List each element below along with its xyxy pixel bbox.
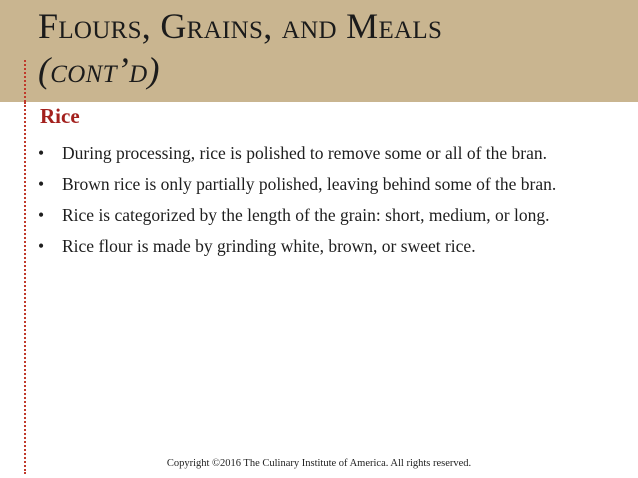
dotted-rule	[24, 102, 26, 474]
bullet-item	[32, 142, 612, 164]
bullet-text: During processing, rice is polished to remove some or all of the bran.	[62, 143, 548, 163]
bullet-item	[32, 204, 612, 226]
bullet-text: Rice flour is made by grinding white, brown, or sweet rice.	[62, 236, 476, 256]
bullet-icon: •	[38, 143, 45, 163]
bullet-icon: •	[38, 205, 45, 225]
section-subtitle: Rice	[40, 104, 80, 128]
slide-title	[38, 4, 598, 92]
bullet-item	[32, 235, 612, 257]
bullet-text: Rice is categorized by the length of the grain: short, medium, or long.	[62, 205, 550, 225]
bullet-item	[32, 173, 612, 195]
bullet-list	[32, 142, 612, 266]
bullet-text: Brown rice is only partially polished, leaving behind some of the bran.	[62, 174, 557, 194]
bullet-icon: •	[38, 236, 45, 256]
title-line-2: (cont’d)	[38, 50, 160, 90]
bullet-icon: •	[38, 174, 45, 194]
copyright-footer	[0, 458, 638, 469]
footer-text: Copyright ©2016 The Culinary Institute of America. All rights reserved.	[166, 458, 472, 469]
title-line-1: Flours, Grains, and Meals	[38, 6, 443, 46]
dotted-rule-top	[24, 60, 26, 102]
